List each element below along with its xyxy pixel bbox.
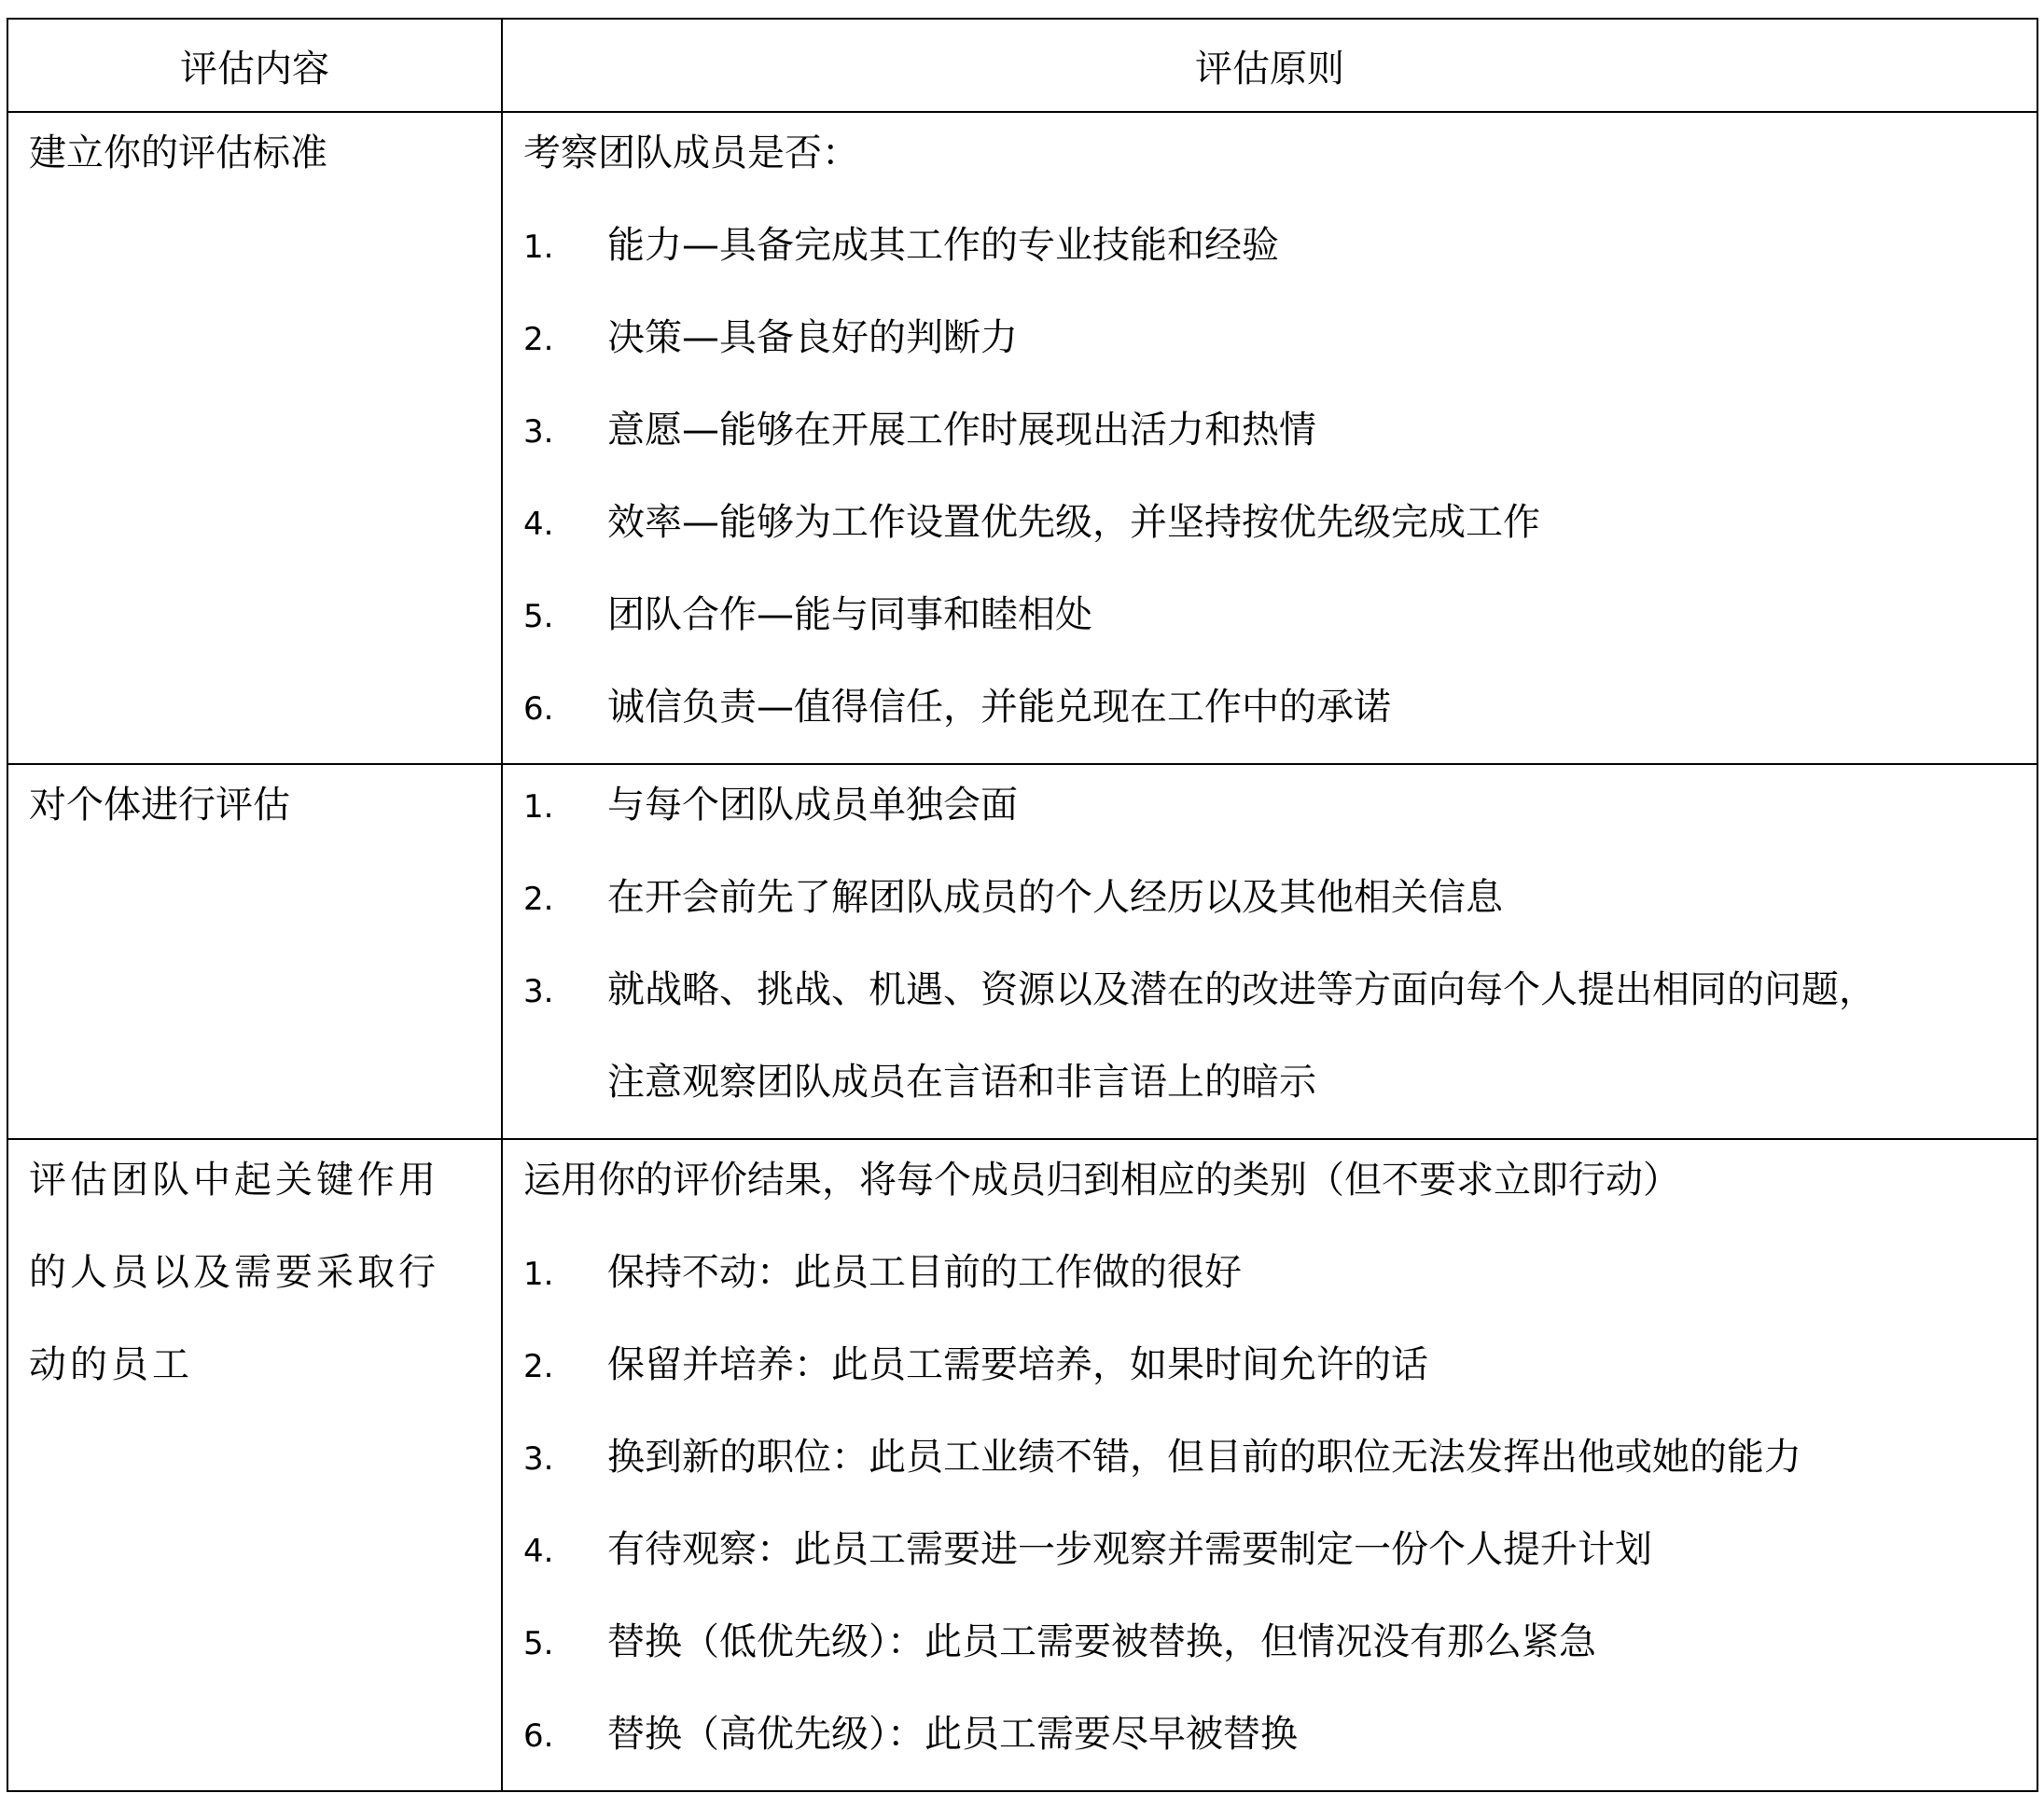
table-row: [7, 764, 2037, 1139]
list-item-text: 保持不动：此员工目前的工作做的很好: [607, 1251, 1242, 1294]
header-cell-principle: [502, 19, 2037, 112]
table-row: [7, 112, 2037, 764]
topic-cell: [7, 1139, 502, 1791]
topic-text: [29, 759, 482, 852]
principle-intro: 运用你的评价结果，将每个成员归到相应的类别（但不要求立即行动）: [523, 1159, 1680, 1202]
list-item-number: 3.: [523, 973, 554, 1010]
principle-cell: [502, 1139, 2037, 1791]
list-item: [523, 852, 2018, 944]
principle-intro: 考察团队成员是否：: [523, 132, 859, 174]
header-label-principle: 评估原则: [1195, 47, 1344, 90]
list-item: [523, 1596, 2018, 1689]
topic-cell: [7, 764, 502, 1139]
header-row: [7, 19, 2037, 112]
list-item-number: 3.: [523, 1440, 554, 1478]
list-item-number: 4.: [523, 506, 554, 543]
topic-text: [29, 1134, 482, 1411]
principle-cell: [502, 764, 2037, 1139]
list-item-text: 保留并培养：此员工需要培养，如果时间允许的话: [607, 1343, 1428, 1386]
principle-cell: [502, 112, 2037, 764]
list-item-text: 决策—具备良好的判断力: [607, 316, 1018, 359]
topic-line: 的人员以及需要采取行: [29, 1251, 439, 1294]
list-item: [523, 1504, 2018, 1596]
list-item: [523, 569, 2018, 661]
list-item: [523, 1411, 2018, 1504]
list-item-number: 5.: [523, 598, 554, 635]
list-item-number: 2.: [523, 881, 554, 918]
list-item: [523, 1227, 2018, 1319]
list-item-text: 换到新的职位：此员工业绩不错，但目前的职位无法发挥出他或她的能力: [607, 1436, 1801, 1479]
evaluation-table: [7, 18, 2038, 1792]
list-item-text: 在开会前先了解团队成员的个人经历以及其他相关信息: [607, 876, 1503, 919]
list-item: [523, 944, 2018, 1036]
topic-line: 建立你的评估标准: [29, 132, 327, 174]
list-item-text: 诚信负责—值得信任，并能兑现在工作中的承诺: [607, 686, 1391, 729]
list-item-text: 替换（低优先级）：此员工需要被替换，但情况没有那么紧急: [607, 1620, 1596, 1663]
header-label-content: 评估内容: [180, 47, 329, 90]
topic-line: 评估团队中起关键作用: [29, 1159, 439, 1202]
list-item-number: 3.: [523, 413, 554, 451]
list-item-number: 2.: [523, 1348, 554, 1385]
list-item-number: 1.: [523, 1256, 554, 1293]
list-item: [523, 1319, 2018, 1411]
list-item-text: 就战略、挑战、机遇、资源以及潜在的改进等方面向每个人提出相同的问题，: [607, 968, 1876, 1011]
list-item-number: 6.: [523, 1717, 554, 1755]
list-item-number: 2.: [523, 321, 554, 358]
list-item-text: 与每个团队成员单独会面: [607, 784, 1018, 827]
list-item: [523, 200, 2018, 292]
list-item-text: 团队合作—能与同事和睦相处: [607, 593, 1092, 636]
list-item-text: 效率—能够为工作设置优先级，并坚持按优先级完成工作: [607, 501, 1540, 544]
table-row: [7, 1139, 2037, 1791]
list-item: [523, 759, 2018, 852]
topic-line: 对个体进行评估: [29, 784, 290, 827]
header-cell-content: [7, 19, 502, 112]
topic-cell: [7, 112, 502, 764]
list-item-text: 有待观察：此员工需要进一步观察并需要制定一份个人提升计划: [607, 1528, 1652, 1571]
list-item: [523, 661, 2018, 754]
list-item-continuation: 注意观察团队成员在言语和非言语上的暗示: [607, 1061, 1316, 1104]
list-item: [523, 1689, 2018, 1781]
list-item: [523, 292, 2018, 384]
list-item-text: 替换（高优先级）：此员工需要尽早被替换: [607, 1713, 1298, 1756]
list-item: [523, 477, 2018, 569]
list-item-text: 意愿—能够在开展工作时展现出活力和热情: [607, 409, 1316, 452]
list-item-number: 5.: [523, 1625, 554, 1662]
topic-line: 动的员工: [29, 1343, 193, 1386]
list-item-text: 能力—具备完成其工作的专业技能和经验: [607, 224, 1279, 267]
list-item-number: 1.: [523, 788, 554, 826]
list-item-number: 6.: [523, 690, 554, 728]
topic-text: [29, 107, 482, 200]
list-item-number: 4.: [523, 1533, 554, 1570]
list-item: [523, 384, 2018, 477]
list-item-number: 1.: [523, 229, 554, 266]
